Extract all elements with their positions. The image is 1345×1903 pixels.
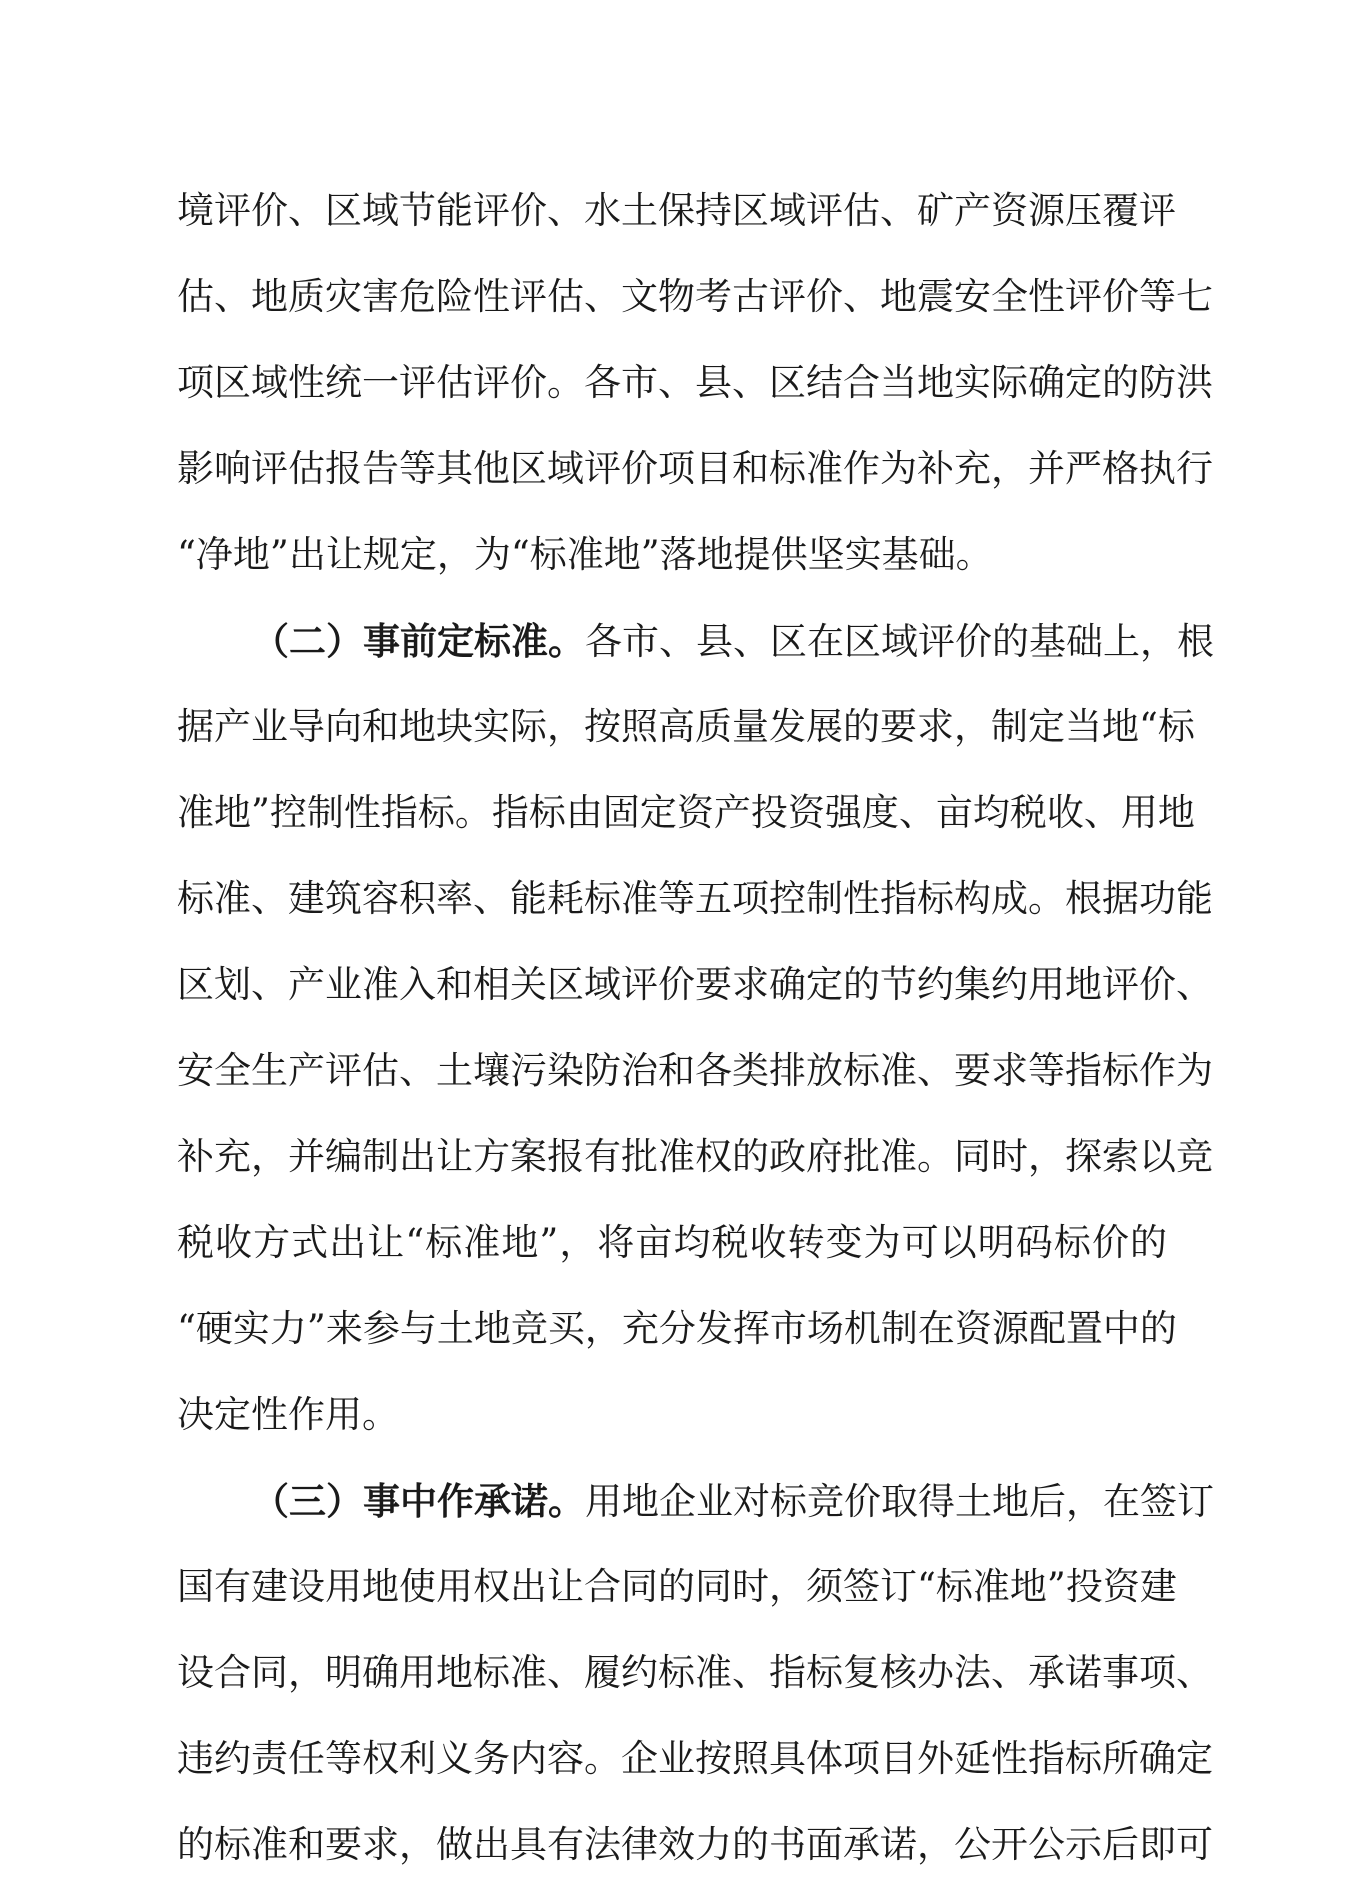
paragraph-1-line-4: 影响评估报告等其他区域评价项目和标准作为补充，并严格执行: [177, 447, 1213, 490]
paragraph-1-line-5: “净地”出让规定，为“标准地”落地提供坚实基础。: [177, 533, 993, 576]
paragraph-2-line-7: 补充，并编制出让方案报有批准权的政府批准。同时，探索以竞: [177, 1135, 1213, 1178]
paragraph-2-line-6: 安全生产评估、土壤污染防治和各类排放标准、要求等指标作为: [177, 1049, 1213, 1092]
paragraph-2-line-5: 区划、产业准入和相关区域评价要求确定的节约集约用地评价、: [177, 963, 1213, 1006]
paragraph-3-first-line: [252, 1471, 1214, 1531]
paragraph-3-line-4: 违约责任等权利义务内容。企业按照具体项目外延性指标所确定: [177, 1737, 1213, 1780]
paragraph-3-line-3: 设合同，明确用地标准、履约标准、指标复核办法、承诺事项、: [177, 1651, 1213, 1694]
paragraph-2-first-line: [252, 611, 1214, 671]
paragraph-2-line-4: 标准、建筑容积率、能耗标准等五项控制性指标构成。根据功能: [177, 877, 1213, 920]
paragraph-3-first-line-text: 用地企业对标竞价取得土地后，在签订: [585, 1480, 1214, 1523]
paragraph-1-line-1: 境评价、区域节能评价、水土保持区域评估、矿产资源压覆评: [177, 189, 1176, 232]
paragraph-2-line-2: 据产业导向和地块实际，按照高质量发展的要求，制定当地“标: [177, 705, 1195, 748]
paragraph-2-line-3: 准地”控制性指标。指标由固定资产投资强度、亩均税收、用地: [177, 791, 1195, 834]
section-heading-2: （二）事前定标准。: [252, 619, 585, 663]
paragraph-3-line-5: 的标准和要求，做出具有法律效力的书面承诺，公开公示后即可: [177, 1823, 1213, 1866]
paragraph-1-line-2: 估、地质灾害危险性评估、文物考古评价、地震安全性评价等七: [177, 275, 1213, 318]
paragraph-1-line-3: 项区域性统一评估评价。各市、县、区结合当地实际确定的防洪: [177, 361, 1213, 404]
paragraph-2-line-8: 税收方式出让“标准地”，将亩均税收转变为可以明码标价的: [177, 1221, 1167, 1264]
paragraph-2-first-line-text: 各市、县、区在区域评价的基础上，根: [585, 620, 1214, 663]
paragraph-2-line-10: 决定性作用。: [177, 1393, 399, 1436]
section-heading-3: （三）事中作承诺。: [252, 1479, 585, 1523]
paragraph-3-line-2: 国有建设用地使用权出让合同的同时，须签订“标准地”投资建: [177, 1565, 1177, 1608]
paragraph-2-line-9: “硬实力”来参与土地竞买，充分发挥市场机制在资源配置中的: [177, 1307, 1177, 1350]
